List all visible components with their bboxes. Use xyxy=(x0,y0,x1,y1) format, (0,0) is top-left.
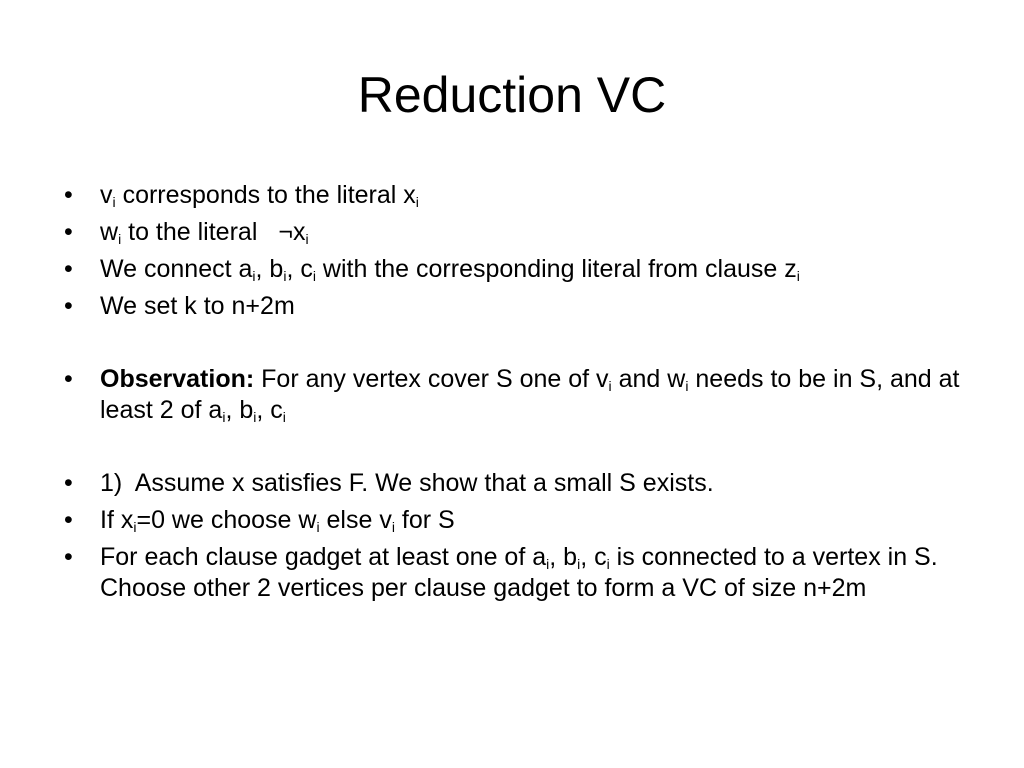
bullet-item-6: • 1) Assume x satisfies F. We show that a small S exists. xyxy=(64,469,714,497)
negation-symbol: ¬ xyxy=(278,218,293,246)
bullet-list xyxy=(64,180,964,610)
spacer xyxy=(64,432,964,468)
bullet-marker: • xyxy=(64,543,73,571)
bullet-item-1: • $v_i$ corresponds to the literal $x_i$ xyxy=(64,181,419,210)
slide-title: Reduction VC xyxy=(357,67,667,123)
bullet-marker: • xyxy=(64,218,73,246)
bullet-marker: • xyxy=(64,506,73,534)
bullet-item-2: • $w_i$ to the literal $\neg x_i$ xyxy=(64,218,309,247)
observation-label: Observation: xyxy=(100,365,255,393)
bullet-marker: • xyxy=(64,255,73,283)
bullet-item-4: • We set k to n+2m xyxy=(64,292,295,320)
spacer xyxy=(64,328,964,364)
bullet-item-7: • If $x_i=0$ we choose $w_i$ else $v_i$ for S xyxy=(64,506,455,535)
bullet-marker: • xyxy=(64,469,73,497)
bullet-item-observation: • Observation: For any vertex cover S one of $v_i$ and $w_i$ needs to be in S, and at least 2 of $a_i$, $b_i$, $c_i$ xyxy=(64,365,960,425)
bullet-marker: • xyxy=(64,292,73,320)
bullet-marker: • xyxy=(64,181,73,209)
bullet-marker: • xyxy=(64,365,73,393)
bullet-item-3: • We connect $a_i$, $b_i$, $c_i$ with the corresponding literal from clause $z_i$ xyxy=(64,255,800,284)
bullet-item-8: • For each clause gadget at least one of $a_i$, $b_i$, $c_i$ is connected to a vertex in S. Choose other 2 vertices per clause gadget to form a VC of size n+2m xyxy=(64,543,938,602)
